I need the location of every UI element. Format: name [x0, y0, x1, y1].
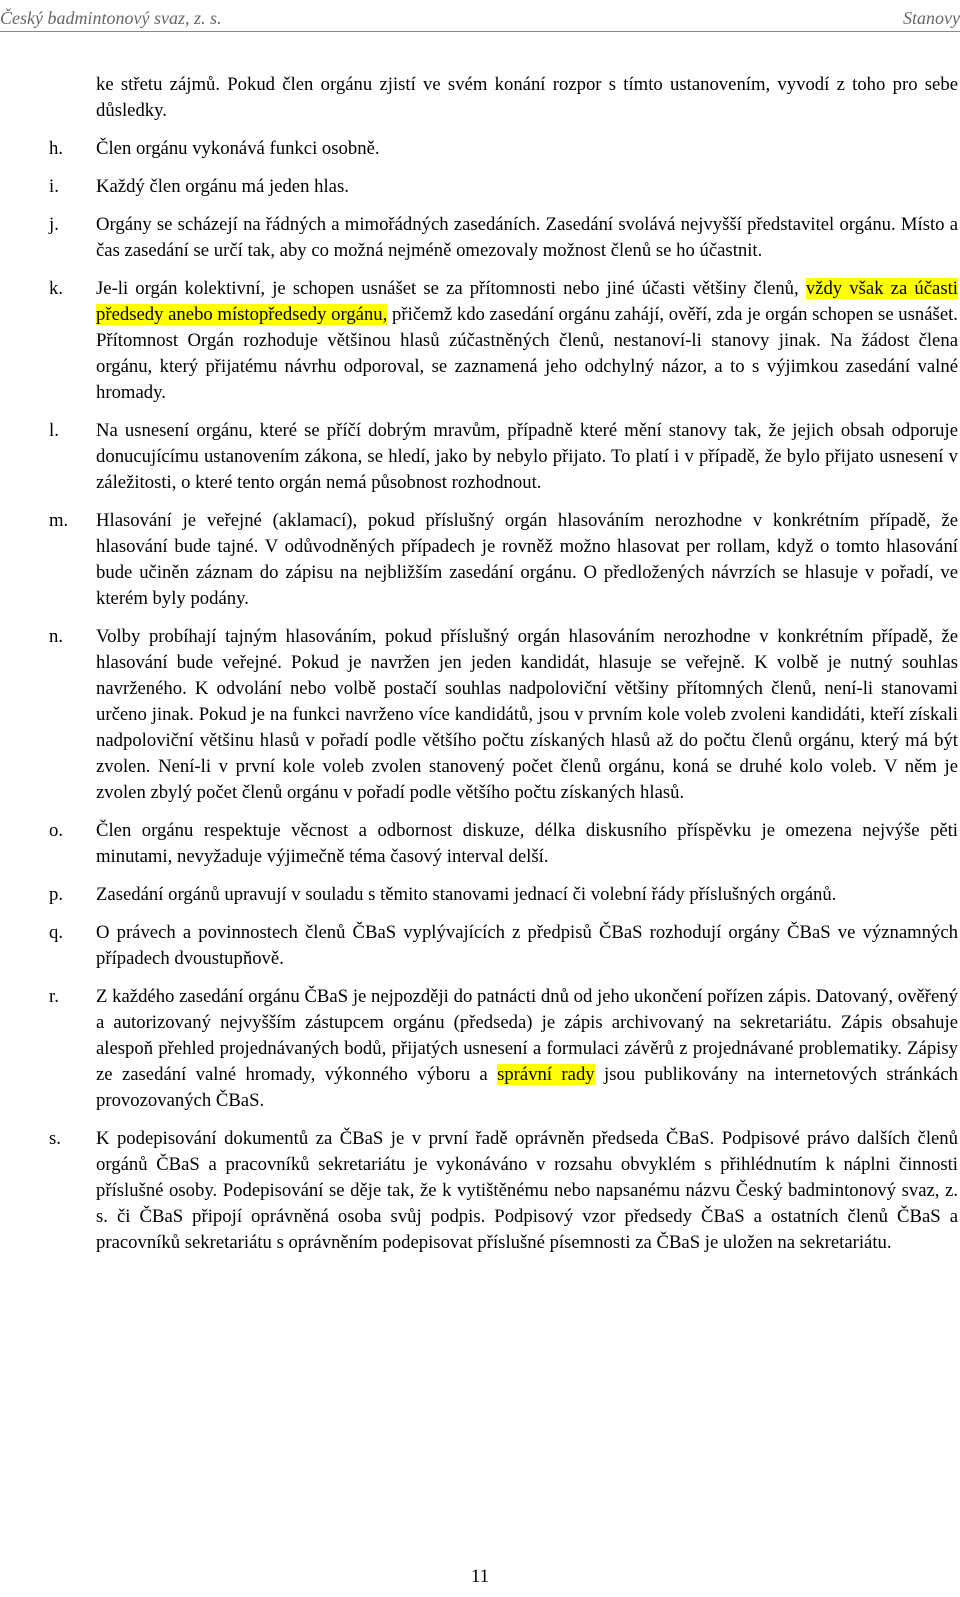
list-item-l — [0, 418, 958, 496]
list-item-s — [0, 1126, 958, 1256]
list-item-k — [0, 276, 958, 406]
header-organization: Český badmintonový svaz, z. s. — [0, 8, 222, 28]
list-item-marker: i. — [49, 176, 59, 197]
list-item-marker: m. — [49, 510, 69, 531]
page-header — [0, 4, 960, 32]
list-item-n — [0, 624, 958, 806]
header-document-title: Stanovy — [903, 8, 960, 28]
paragraph-text: Orgány se scházejí na řádných a mimořádných zasedáních. Zasedání svolává nejvyšší představitel orgánu. Místo a čas zasedání se určí tak, aby co možná nejméně omezovaly možnost členů se ho účastnit. — [96, 214, 958, 261]
paragraph-text: O právech a povinnostech členů ČBaS vyplývajících z předpisů ČBaS rozhodují orgány ČBaS ve významných případech dvoustupňově. — [96, 922, 958, 969]
list-item-q — [0, 920, 958, 972]
paragraph-text: K podepisování dokumentů za ČBaS je v první řadě oprávněn předseda ČBaS. Podpisové právo dalších členů orgánů ČBaS a pracovníků sekretariátu je vykonáváno v rozsahu obvyklém s přihlédnutím k náplni činnosti příslušné osoby. Podepisování se děje tak, že k vytištěnému nebo napsanému názvu Český badmintonový svaz, z. s. či ČBaS připojí oprávněná osoba svůj podpis. Podpisový vzor předsedy ČBaS a ostatních členů ČBaS a pracovníků sekretariátu s oprávněním podepisovat příslušné písemnosti za ČBaS je uložen na sekretariátu. — [96, 1128, 958, 1253]
paragraph-text: Z každého zasedání orgánu ČBaS je nejpozději do patnácti dnů od jeho ukončení pořízen zápis. Datovaný, ověřený a autorizovaný nejvyšším zástupcem orgánu (předseda) je zápis archivovaný na sekretariátu. Zápis obsahuje alespoň přehled projednávaných bodů, přijatých usnesení a formulaci závěrů z projednávané problematiky. Zápisy ze zasedání valné hromady, výkonného výboru a — [96, 986, 958, 1085]
list-item-h — [0, 136, 958, 162]
header-divider — [0, 31, 960, 32]
paragraph-text: Každý člen orgánu má jeden hlas. — [96, 176, 349, 197]
list-item-j — [0, 212, 958, 264]
paragraph-text: Člen orgánu respektuje věcnost a odbornost diskuze, délka diskusního příspěvku je omezena nejvýše pěti minutami, nevyžaduje výjimečně téma časový interval delší. — [96, 820, 958, 867]
list-item-marker: q. — [49, 922, 64, 943]
list-item-o — [0, 818, 958, 870]
list-item-marker: r. — [49, 986, 59, 1007]
paragraph-text: jsou publikovány na internetových stránkách provozovaných ČBaS. — [96, 1064, 958, 1111]
list-item-r — [0, 984, 958, 1114]
list-item-marker: n. — [49, 626, 64, 647]
paragraph-text: Zasedání orgánů upravují v souladu s těmito stanovami jednací či volební řády příslušných orgánů. — [96, 884, 837, 905]
paragraph-text: Na usnesení orgánu, které se příčí dobrým mravům, případně které mění stanovy tak, že jejich obsah odporuje donucujícímu ustanovením zákona, se hledí, jako by nebylo přijato. To platí i v případě, že bylo přijato usnesení v záležitosti, o které tento orgán nemá působnost rozhodnout. — [96, 420, 958, 493]
list-item-continuation — [0, 72, 958, 124]
list-item-marker: s. — [49, 1128, 61, 1149]
page-number: 11 — [470, 1566, 490, 1587]
list-item-marker: j. — [49, 214, 59, 235]
list-item-marker: o. — [49, 820, 64, 841]
paragraph-text: Je-li orgán kolektivní, je schopen usnášet se za přítomnosti nebo jiné účasti většiny členů, — [96, 278, 806, 299]
paragraph-text: Hlasování je veřejné (aklamací), pokud příslušný orgán hlasováním nerozhodne v konkrétním případě, že hlasování bude tajné. V odůvodněných případech je rovněž možno hlasovat per rollam, když o tomto hlasování bude učiněn záznam do zápisu na nejbližším zasedání orgánu. O předložených návrzích se hlasuje v pořadí, ve kterém byly podány. — [96, 510, 958, 609]
list-item-marker: h. — [49, 138, 64, 159]
list-item-marker: l. — [49, 420, 59, 441]
paragraph-text: Volby probíhají tajným hlasováním, pokud příslušný orgán hlasováním nerozhodne v konkrétním případě, že hlasování bude veřejné. Pokud je navržen jen jeden kandidát, hlasuje se veřejně. K volbě je nutný souhlas navrženého. K odvolání nebo volbě postačí souhlas nadpoloviční většiny přítomných členů, není-li stanovami určeno jinak. Pokud je na funkci navrženo více kandidátů, jsou v prvním kole voleb zvoleni kandidáti, kteří získali nadpoloviční většinu hlasů v pořadí podle většího počtu získaných hlasů až do počtu členů orgánu, který má být zvolen. Není-li v první kole voleb zvolen stanovený počet členů orgánu, koná se druhé kolo voleb. V něm je zvolen zbylý počet členů orgánu v pořadí podle většího počtu získaných hlasů. — [96, 626, 958, 803]
highlighted-text: správní rady — [497, 1064, 595, 1085]
paragraph-text: Člen orgánu vykonává funkci osobně. — [96, 138, 380, 159]
list-item-m — [0, 508, 958, 612]
paragraph-text: přičemž kdo zasedání orgánu zahájí, ověří, zda je orgán schopen se usnášet. Přítomnost Orgán rozhoduje většinou hlasů zúčastněných členů, nestanoví-li stanovy jinak. Na žádost člena orgánu, který přijatému návrhu odporoval, se zaznamená jeho odchylný názor, a to s výjimkou zasedání valné hromady. — [96, 304, 958, 403]
highlighted-text: vždy však za účasti předsedy anebo místopředsedy orgánu, — [96, 278, 958, 325]
list-item-marker: k. — [49, 278, 64, 299]
paragraph-text: ke střetu zájmů. Pokud člen orgánu zjistí ve svém konání rozpor s tímto ustanovením, vyvodí z toho pro sebe důsledky. — [96, 74, 958, 121]
document-body — [0, 72, 960, 1268]
list-item-i — [0, 174, 958, 200]
list-item-marker: p. — [49, 884, 64, 905]
list-item-p — [0, 882, 958, 908]
